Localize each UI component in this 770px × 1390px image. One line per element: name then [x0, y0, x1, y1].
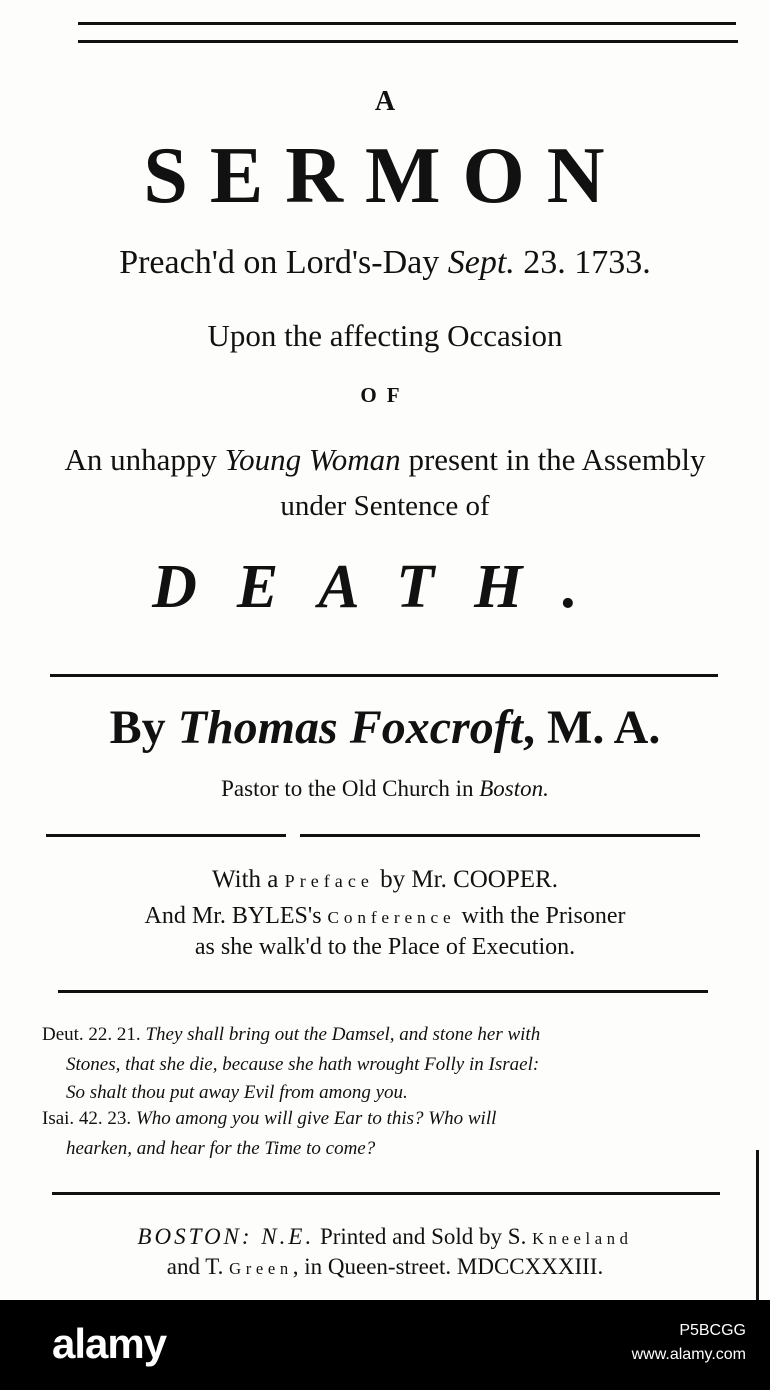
pastor-place: Boston.: [479, 776, 549, 801]
title-article: A: [374, 86, 396, 117]
deut-ref: Deut. 22. 21.: [42, 1024, 141, 1045]
occasion-line: Upon the affecting Occasion: [207, 318, 563, 353]
imprint-street: , in Queen-street.: [292, 1254, 457, 1279]
scripture-deut-line-2: Stones, that she die, because she hath wrought Folly in Israel:: [66, 1054, 540, 1075]
imprint-printed: Printed and Sold by S.: [314, 1224, 533, 1249]
imprint-line-2: [0, 1254, 770, 1280]
preface-cooper: by Mr. COOPER.: [373, 866, 558, 893]
author-name: Thomas Foxcroft: [177, 701, 524, 754]
imprint-green: Green: [229, 1259, 293, 1278]
scripture-deut-line-1: [42, 1024, 540, 1046]
preface-word: Preface: [284, 871, 374, 891]
young-woman-italic: Young Woman: [224, 442, 401, 477]
rule-before-imprint: [52, 1192, 720, 1195]
preface-with: With a: [212, 866, 285, 893]
page-edge-shadow: [756, 1150, 759, 1300]
watermark-bar: [0, 1300, 770, 1390]
rule-after-author-left: [46, 834, 286, 837]
rule-before-scripture: [58, 990, 708, 993]
preface-line-1: [0, 866, 770, 894]
death-heading: DEATH.: [152, 553, 618, 621]
imprint-place: BOSTON: N.E.: [137, 1224, 315, 1249]
imprint-and: and T.: [166, 1254, 230, 1279]
of-line: OF: [360, 383, 410, 407]
preached-suffix: 23. 1733.: [514, 244, 651, 281]
imprint-year: MDCCXXXIII.: [456, 1254, 604, 1279]
top-rule-1: [78, 22, 736, 25]
preached-date-italic: Sept.: [447, 244, 515, 281]
scripture-deut-line-3: So shalt thou put away Evil from among you.: [66, 1082, 408, 1103]
rule-after-author-right: [300, 834, 700, 837]
preface-line-3: as she walk'd to the Place of Execution.: [194, 934, 576, 960]
isai-ref: Isai. 42. 23.: [42, 1108, 132, 1129]
young-woman-suffix: present in the Assembly: [400, 442, 706, 477]
author-by: By: [109, 701, 178, 754]
isai-text-1: Who among you will give Ear to this? Who will: [135, 1108, 497, 1129]
young-woman-prefix: An unhappy: [64, 442, 225, 477]
deut-text-1: They shall bring out the Damsel, and stone her with: [145, 1024, 541, 1045]
preface-line-2: [0, 903, 770, 930]
conference-word: Conference: [327, 908, 456, 927]
preached-line: [0, 244, 770, 282]
author-degree: , M. A.: [523, 701, 661, 754]
rule-after-title: [50, 674, 718, 677]
scripture-isai-line-1: [42, 1108, 496, 1130]
author-line: [0, 700, 770, 755]
pastor-prefix: Pastor to the Old Church in: [221, 776, 480, 801]
watermark-image-id: P5BCGG: [679, 1322, 746, 1339]
title-main: SERMON: [143, 132, 627, 220]
preface-byles: And Mr. BYLES's: [144, 903, 328, 929]
young-woman-line: [0, 442, 770, 478]
pastor-line: [0, 776, 770, 802]
watermark-logo: alamy: [52, 1320, 167, 1367]
imprint-line-1: [0, 1224, 770, 1250]
preached-prefix: Preach'd on Lord's-Day: [119, 244, 448, 281]
watermark-url: www.alamy.com: [631, 1346, 746, 1363]
preface-prisoner: with the Prisoner: [455, 903, 626, 929]
top-rule-2: [78, 40, 738, 43]
scripture-isai-line-2: hearken, and hear for the Time to come?: [66, 1138, 376, 1159]
imprint-kneeland: Kneeland: [532, 1229, 633, 1248]
sentence-line: under Sentence of: [280, 490, 490, 522]
